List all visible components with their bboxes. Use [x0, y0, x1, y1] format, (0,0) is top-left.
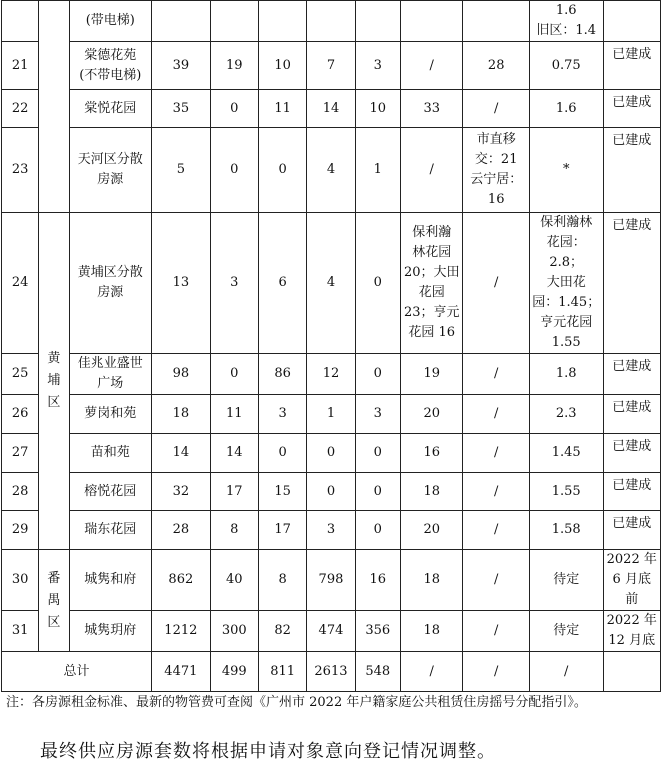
row-index: 31 — [2, 611, 39, 652]
total-cell: 862 — [152, 550, 210, 611]
rent-cell: 2.3 — [529, 395, 603, 434]
type2-cell: 82 — [258, 611, 306, 652]
col8-cell — [463, 1, 530, 42]
type3-cell: 0 — [307, 473, 355, 511]
rent-cell: 保利瀚林 花园：2.8； 大田花 园：1.45； 亨元花园 1.55 — [529, 213, 603, 354]
table-row — [2, 511, 661, 550]
status-cell: 已建成 — [603, 511, 661, 550]
table-row — [2, 1, 661, 42]
col8-cell: / — [463, 550, 530, 611]
total-cell: 13 — [152, 213, 210, 354]
rent-cell: 待定 — [529, 550, 603, 611]
row-index: 27 — [2, 434, 39, 473]
col8-cell: / — [463, 434, 530, 473]
row-index: 23 — [2, 128, 39, 213]
col8-cell: 28 — [463, 42, 530, 90]
type4-cell: 0 — [355, 473, 400, 511]
row-index: 30 — [2, 550, 39, 611]
col7-cell — [400, 1, 462, 42]
table-row — [2, 611, 661, 652]
type1-cell: 11 — [210, 395, 258, 434]
total-c3-cell: 2613 — [307, 652, 355, 692]
total-cell: 14 — [152, 434, 210, 473]
table-row — [2, 434, 661, 473]
table-row — [2, 128, 661, 213]
total-c2-cell: 811 — [258, 652, 306, 692]
row-index: 25 — [2, 354, 39, 395]
type2-cell — [258, 1, 306, 42]
total-cell — [152, 1, 210, 42]
type3-cell: 0 — [307, 434, 355, 473]
status-cell: 已建成 — [603, 434, 661, 473]
type2-cell: 10 — [258, 42, 306, 90]
status-cell — [603, 1, 661, 42]
total-cell: 32 — [152, 473, 210, 511]
name-cell: 天河区分散 房源 — [69, 128, 152, 213]
col8-cell: / — [463, 395, 530, 434]
name-cell: 黄埔区分散 房源 — [69, 213, 152, 354]
footnote: 注：各房源租金标准、最新的物管费可查阅《广州市 2022 年户籍家庭公共租赁住房摇号分配指引》。 — [6, 695, 587, 710]
total-status-cell — [603, 652, 661, 692]
name-cell: 瑞东花园 — [69, 511, 152, 550]
type4-cell: 3 — [355, 42, 400, 90]
type2-cell: 3 — [258, 395, 306, 434]
col7-cell: 18 — [400, 611, 462, 652]
type3-cell — [307, 1, 355, 42]
total-cell: 35 — [152, 90, 210, 128]
name-cell: 城隽和府 — [69, 550, 152, 611]
row-index: 21 — [2, 42, 39, 90]
total-label: 总计 — [2, 652, 152, 692]
total-cell: 1212 — [152, 611, 210, 652]
type4-cell: 0 — [355, 511, 400, 550]
rent-cell: * — [529, 128, 603, 213]
type4-cell: 0 — [355, 213, 400, 354]
status-cell: 已建成 — [603, 473, 661, 511]
type1-cell: 8 — [210, 511, 258, 550]
type3-cell: 798 — [307, 550, 355, 611]
row-index: 28 — [2, 473, 39, 511]
type1-cell: 0 — [210, 128, 258, 213]
total-c5-cell: / — [400, 652, 462, 692]
col7-cell: / — [400, 128, 462, 213]
table-row — [2, 550, 661, 611]
col8-cell: / — [463, 354, 530, 395]
type4-cell: 0 — [355, 354, 400, 395]
type2-cell: 15 — [258, 473, 306, 511]
total-cell: 39 — [152, 42, 210, 90]
total-rent-cell: / — [529, 652, 603, 692]
type4-cell: 1 — [355, 128, 400, 213]
status-cell: 2022 年 12 月底 — [603, 611, 661, 652]
table-row — [2, 354, 661, 395]
name-cell: 棠德花苑 (不带电梯) — [69, 42, 152, 90]
type2-cell: 86 — [258, 354, 306, 395]
row-index: 22 — [2, 90, 39, 128]
type2-cell: 17 — [258, 511, 306, 550]
status-cell: 已建成 — [603, 90, 661, 128]
col7-cell: 33 — [400, 90, 462, 128]
col8-cell: / — [463, 213, 530, 354]
table-row — [2, 90, 661, 128]
type4-cell — [355, 1, 400, 42]
type3-cell: 14 — [307, 90, 355, 128]
type1-cell: 0 — [210, 90, 258, 128]
type1-cell: 300 — [210, 611, 258, 652]
col8-cell: 市直移 交：21 云宁居： 16 — [463, 128, 530, 213]
table-row — [2, 473, 661, 511]
total-c6-cell: / — [463, 652, 530, 692]
rent-cell: 0.75 — [529, 42, 603, 90]
rent-cell: 1.6 旧区：1.4 — [529, 1, 603, 42]
type1-cell: 0 — [210, 354, 258, 395]
col8-cell: / — [463, 611, 530, 652]
status-cell: 已建成 — [603, 395, 661, 434]
col8-cell: / — [463, 511, 530, 550]
type3-cell: 4 — [307, 128, 355, 213]
name-cell: 城隽玥府 — [69, 611, 152, 652]
row-index: 29 — [2, 511, 39, 550]
type3-cell: 474 — [307, 611, 355, 652]
type4-cell: 3 — [355, 395, 400, 434]
rent-cell: 1.45 — [529, 434, 603, 473]
type3-cell: 7 — [307, 42, 355, 90]
type2-cell: 0 — [258, 434, 306, 473]
row-index: 24 — [2, 213, 39, 354]
table-row — [2, 42, 661, 90]
total-cell: 98 — [152, 354, 210, 395]
type4-cell: 0 — [355, 434, 400, 473]
col7-cell: 16 — [400, 434, 462, 473]
total-cell: 28 — [152, 511, 210, 550]
type1-cell: 40 — [210, 550, 258, 611]
table-body — [2, 1, 661, 692]
type4-cell: 16 — [355, 550, 400, 611]
row-index — [2, 1, 39, 42]
type4-cell: 356 — [355, 611, 400, 652]
col7-cell: / — [400, 42, 462, 90]
row-index: 26 — [2, 395, 39, 434]
col7-cell: 20 — [400, 511, 462, 550]
col7-cell: 20 — [400, 395, 462, 434]
type1-cell — [210, 1, 258, 42]
status-cell: 已建成 — [603, 128, 661, 213]
status-cell: 已建成 — [603, 42, 661, 90]
total-c1-cell: 499 — [210, 652, 258, 692]
type3-cell: 3 — [307, 511, 355, 550]
rent-cell: 1.58 — [529, 511, 603, 550]
col7-cell: 19 — [400, 354, 462, 395]
type3-cell: 12 — [307, 354, 355, 395]
adjustment-note: 最终供应房源套数将根据申请对象意向登记情况调整。 — [40, 741, 496, 762]
col8-cell: / — [463, 90, 530, 128]
status-cell: 2022 年 6 月底 前 — [603, 550, 661, 611]
type1-cell: 3 — [210, 213, 258, 354]
name-cell: 榕悦花园 — [69, 473, 152, 511]
name-cell: 萝岗和苑 — [69, 395, 152, 434]
rent-cell: 1.8 — [529, 354, 603, 395]
name-cell: (带电梯) — [69, 1, 152, 42]
district-huangpu: 黄 埔 区 — [39, 213, 69, 550]
rent-cell: 待定 — [529, 611, 603, 652]
total-row — [2, 652, 661, 692]
name-cell: 佳兆业盛世 广场 — [69, 354, 152, 395]
total-total-cell: 4471 — [152, 652, 210, 692]
total-c4-cell: 548 — [355, 652, 400, 692]
type2-cell: 0 — [258, 128, 306, 213]
total-cell: 18 — [152, 395, 210, 434]
type2-cell: 8 — [258, 550, 306, 611]
name-cell: 苗和苑 — [69, 434, 152, 473]
type1-cell: 17 — [210, 473, 258, 511]
type2-cell: 11 — [258, 90, 306, 128]
type3-cell: 1 — [307, 395, 355, 434]
col7-cell: 保利瀚 林花园 20；大田 花园 23；亨元 花园 16 — [400, 213, 462, 354]
type1-cell: 19 — [210, 42, 258, 90]
type2-cell: 6 — [258, 213, 306, 354]
col7-cell: 18 — [400, 473, 462, 511]
type1-cell: 14 — [210, 434, 258, 473]
district-tianhe — [39, 1, 69, 213]
name-cell: 棠悦花园 — [69, 90, 152, 128]
housing-table — [1, 0, 661, 692]
table-row — [2, 213, 661, 354]
table-row — [2, 395, 661, 434]
col8-cell: / — [463, 473, 530, 511]
status-cell: 已建成 — [603, 213, 661, 354]
type3-cell: 4 — [307, 213, 355, 354]
type4-cell: 10 — [355, 90, 400, 128]
col7-cell: 18 — [400, 550, 462, 611]
rent-cell: 1.55 — [529, 473, 603, 511]
status-cell: 已建成 — [603, 354, 661, 395]
district-panyu: 番 禺 区 — [39, 550, 69, 652]
total-cell: 5 — [152, 128, 210, 213]
rent-cell: 1.6 — [529, 90, 603, 128]
